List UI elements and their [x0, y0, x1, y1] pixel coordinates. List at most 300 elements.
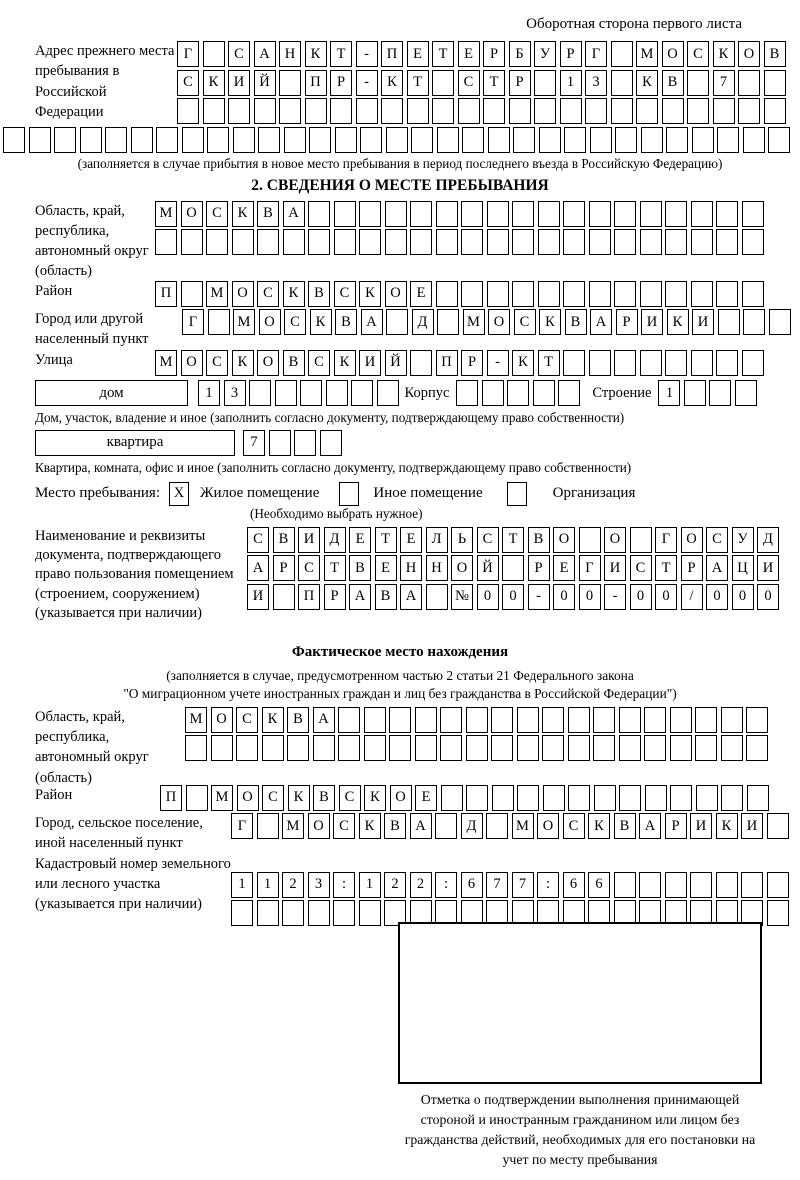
char-cell — [29, 127, 51, 153]
char-cell: С — [334, 281, 356, 307]
char-cell: О — [681, 527, 703, 553]
korpus-label: Корпус — [404, 385, 450, 401]
char-cell — [568, 785, 590, 811]
char-cell — [640, 281, 662, 307]
prev-address-row-2 — [177, 70, 786, 96]
char-cell: 1 — [231, 872, 253, 898]
actual-city-row — [231, 813, 789, 839]
char-cell — [611, 70, 633, 96]
stroenie-cells — [658, 380, 757, 406]
char-cell — [181, 229, 203, 255]
char-cell — [410, 201, 432, 227]
char-cell — [746, 707, 768, 733]
char-cell — [718, 309, 740, 335]
char-cell: В — [283, 350, 305, 376]
stroenie-label: Строение — [592, 385, 652, 401]
char-cell: О — [181, 201, 203, 227]
char-cell: К — [232, 201, 254, 227]
char-cell — [630, 527, 652, 553]
char-cell — [279, 98, 301, 124]
char-cell: Г — [231, 813, 253, 839]
char-cell — [614, 872, 636, 898]
district-row — [155, 281, 764, 307]
region-grid — [155, 201, 764, 258]
char-cell: Е — [375, 555, 397, 581]
char-cell: С — [284, 309, 306, 335]
char-cell — [432, 70, 454, 96]
char-cell — [466, 707, 488, 733]
char-cell — [614, 229, 636, 255]
char-cell — [721, 735, 743, 761]
region-row-1 — [155, 201, 764, 227]
char-cell: Т — [330, 41, 352, 67]
char-cell — [767, 900, 789, 926]
char-cell: С — [339, 785, 361, 811]
char-cell — [254, 98, 276, 124]
char-cell: К — [359, 281, 381, 307]
char-cell: Е — [553, 555, 575, 581]
char-cell — [185, 735, 207, 761]
char-cell: 1 — [359, 872, 381, 898]
char-cell: С — [687, 41, 709, 67]
char-cell — [335, 127, 357, 153]
char-cell — [590, 127, 612, 153]
char-cell — [300, 380, 322, 406]
char-cell — [461, 201, 483, 227]
char-cell — [716, 201, 738, 227]
char-cell — [670, 735, 692, 761]
char-cell: С — [630, 555, 652, 581]
char-cell: 7 — [243, 430, 265, 456]
char-cell: О — [232, 281, 254, 307]
char-cell — [767, 813, 789, 839]
char-cell — [308, 229, 330, 255]
char-cell — [330, 98, 352, 124]
char-cell — [636, 98, 658, 124]
char-cell: М — [282, 813, 304, 839]
char-cell: П — [305, 70, 327, 96]
char-cell: В — [375, 584, 397, 610]
char-cell — [483, 98, 505, 124]
char-cell: С — [514, 309, 536, 335]
char-cell — [359, 900, 381, 926]
char-cell: К — [305, 41, 327, 67]
char-cell — [665, 872, 687, 898]
char-cell — [228, 98, 250, 124]
char-cell — [492, 785, 514, 811]
document-row-2 — [247, 555, 779, 581]
char-cell — [589, 201, 611, 227]
char-cell — [670, 785, 692, 811]
char-cell: М — [636, 41, 658, 67]
char-cell — [257, 229, 279, 255]
char-cell — [386, 309, 408, 335]
char-cell — [563, 229, 585, 255]
char-cell — [351, 380, 373, 406]
char-cell: Г — [585, 41, 607, 67]
char-cell — [507, 380, 529, 406]
char-cell — [690, 872, 712, 898]
char-cell — [456, 380, 478, 406]
char-cell: О — [537, 813, 559, 839]
char-cell: А — [590, 309, 612, 335]
char-cell: И — [247, 584, 269, 610]
char-cell — [236, 735, 258, 761]
house-cells — [198, 380, 399, 406]
char-cell: Н — [426, 555, 448, 581]
char-cell: Р — [665, 813, 687, 839]
char-cell — [585, 98, 607, 124]
char-cell — [491, 735, 513, 761]
char-cell: К — [588, 813, 610, 839]
actual-region-row-2 — [185, 735, 768, 761]
char-cell — [768, 127, 790, 153]
char-cell — [389, 735, 411, 761]
char-cell — [275, 380, 297, 406]
char-cell — [742, 350, 764, 376]
char-cell: П — [298, 584, 320, 610]
actual-region-label: Область, край, республика, автономный округ (область) — [35, 708, 149, 786]
char-cell — [437, 309, 459, 335]
char-cell: К — [232, 350, 254, 376]
char-cell: Т — [483, 70, 505, 96]
char-cell: В — [313, 785, 335, 811]
char-cell — [764, 98, 786, 124]
char-cell — [487, 201, 509, 227]
char-cell: Н — [279, 41, 301, 67]
char-cell — [186, 785, 208, 811]
char-cell — [696, 785, 718, 811]
char-cell — [684, 380, 706, 406]
char-cell: - — [604, 584, 626, 610]
char-cell — [593, 707, 615, 733]
char-cell: И — [298, 527, 320, 553]
prev-address-row-1 — [177, 41, 786, 67]
char-cell — [721, 707, 743, 733]
actual-city-label: Город, сельское поселение, иной населенный пункт — [35, 815, 203, 852]
char-cell: 3 — [224, 380, 246, 406]
char-cell — [320, 430, 342, 456]
char-cell — [543, 785, 565, 811]
char-cell — [359, 229, 381, 255]
char-cell: О — [259, 309, 281, 335]
document-grid — [247, 527, 779, 613]
char-cell — [742, 201, 764, 227]
char-cell — [691, 350, 713, 376]
char-cell — [482, 380, 504, 406]
char-cell — [386, 127, 408, 153]
prev-address-grid — [177, 41, 786, 127]
char-cell — [534, 70, 556, 96]
char-cell: - — [528, 584, 550, 610]
char-cell — [262, 735, 284, 761]
char-cell: 0 — [732, 584, 754, 610]
document-row-1 — [247, 527, 779, 553]
char-cell — [440, 707, 462, 733]
char-cell — [426, 584, 448, 610]
char-cell: А — [400, 584, 422, 610]
char-cell — [665, 201, 687, 227]
char-cell — [764, 70, 786, 96]
actual-district-row — [160, 785, 769, 811]
char-cell — [461, 229, 483, 255]
char-cell — [614, 350, 636, 376]
char-cell — [568, 707, 590, 733]
char-cell — [614, 201, 636, 227]
char-cell: И — [692, 309, 714, 335]
char-cell: О — [237, 785, 259, 811]
char-cell: С — [706, 527, 728, 553]
char-cell — [287, 735, 309, 761]
char-cell — [279, 70, 301, 96]
char-cell — [687, 70, 709, 96]
char-cell — [639, 872, 661, 898]
char-cell: И — [228, 70, 250, 96]
char-cell — [435, 813, 457, 839]
cadastral-label: Кадастровый номер земельного или лесного участка (указывается при наличии) — [35, 855, 231, 913]
char-cell — [716, 350, 738, 376]
char-cell: С — [458, 70, 480, 96]
char-cell: 1 — [257, 872, 279, 898]
document-row-3 — [247, 584, 779, 610]
char-cell: М — [155, 201, 177, 227]
prev-address-note: (заполняется в случае прибытия в новое место пребывания в период последнего въезда в Российскую Федерацию) — [77, 156, 723, 171]
char-cell: П — [436, 350, 458, 376]
char-cell — [182, 127, 204, 153]
char-cell — [665, 229, 687, 255]
char-cell: : — [435, 872, 457, 898]
char-cell — [517, 735, 539, 761]
char-cell: С — [177, 70, 199, 96]
char-cell — [742, 281, 764, 307]
char-cell — [579, 527, 601, 553]
char-cell — [257, 813, 279, 839]
char-cell — [769, 309, 791, 335]
char-cell: С — [308, 350, 330, 376]
actual-region-grid — [185, 707, 768, 764]
char-cell: О — [488, 309, 510, 335]
char-cell: И — [757, 555, 779, 581]
char-cell: К — [667, 309, 689, 335]
char-cell — [360, 127, 382, 153]
prev-address-label: Адрес прежнего места пребывания в Российской Федерации — [35, 43, 175, 120]
char-cell — [517, 707, 539, 733]
char-cell: М — [233, 309, 255, 335]
stay-option-organization-label: Организация — [552, 485, 636, 502]
char-cell: Д — [461, 813, 483, 839]
char-cell: Е — [400, 527, 422, 553]
char-cell — [308, 900, 330, 926]
char-cell: Й — [477, 555, 499, 581]
char-cell — [641, 127, 663, 153]
char-cell — [713, 98, 735, 124]
char-cell — [691, 201, 713, 227]
char-cell — [747, 785, 769, 811]
char-cell — [640, 201, 662, 227]
stay-type-note: (Необходимо выбрать нужное) — [250, 505, 423, 521]
actual-district-label: Район — [35, 786, 73, 803]
char-cell — [440, 735, 462, 761]
char-cell: В — [287, 707, 309, 733]
char-cell: В — [273, 527, 295, 553]
char-cell: 2 — [410, 872, 432, 898]
stay-option-residential-checkbox: X — [169, 482, 189, 506]
char-cell: Р — [483, 41, 505, 67]
char-cell: Р — [560, 41, 582, 67]
char-cell — [619, 735, 641, 761]
char-cell: М — [155, 350, 177, 376]
char-cell — [691, 281, 713, 307]
char-cell: М — [185, 707, 207, 733]
char-cell — [645, 785, 667, 811]
char-cell: Е — [407, 41, 429, 67]
char-cell: В — [349, 555, 371, 581]
char-cell — [767, 872, 789, 898]
char-cell — [502, 555, 524, 581]
stay-option-residential-label: Жилое помещение — [200, 485, 320, 502]
char-cell — [558, 380, 580, 406]
char-cell — [589, 281, 611, 307]
char-cell: 6 — [588, 872, 610, 898]
char-cell — [640, 229, 662, 255]
char-cell — [458, 98, 480, 124]
apartment-block — [35, 430, 800, 456]
char-cell — [692, 127, 714, 153]
char-cell: Л — [426, 527, 448, 553]
char-cell: 3 — [308, 872, 330, 898]
char-cell: 2 — [282, 872, 304, 898]
char-cell — [233, 127, 255, 153]
char-cell: С — [247, 527, 269, 553]
char-cell: С — [333, 813, 355, 839]
char-cell: Р — [616, 309, 638, 335]
char-cell — [203, 98, 225, 124]
char-cell: К — [310, 309, 332, 335]
char-cell — [611, 41, 633, 67]
stamp-box — [398, 922, 762, 1084]
char-cell: С — [257, 281, 279, 307]
stamp-area — [398, 922, 762, 1170]
char-cell: В — [764, 41, 786, 67]
char-cell: В — [614, 813, 636, 839]
char-cell — [488, 127, 510, 153]
char-cell — [155, 229, 177, 255]
char-cell: О — [390, 785, 412, 811]
char-cell — [385, 201, 407, 227]
char-cell: : — [537, 872, 559, 898]
char-cell: Р — [528, 555, 550, 581]
korpus-cells — [456, 380, 580, 406]
char-cell: С — [563, 813, 585, 839]
district-block — [35, 281, 800, 310]
char-cell — [589, 350, 611, 376]
char-cell — [513, 127, 535, 153]
char-cell — [411, 127, 433, 153]
char-cell — [410, 229, 432, 255]
char-cell — [249, 380, 271, 406]
char-cell — [294, 430, 316, 456]
document-label: Наименование и реквизиты документа, подтверждающего право пользования помещением (строением, сооружением) (указывается при наличии) — [35, 527, 234, 621]
char-cell: О — [308, 813, 330, 839]
char-cell — [257, 900, 279, 926]
char-cell — [644, 707, 666, 733]
char-cell: К — [636, 70, 658, 96]
char-cell: О — [604, 527, 626, 553]
char-cell — [542, 735, 564, 761]
char-cell — [717, 127, 739, 153]
apartment-caption: Квартира, комната, офис и иное (заполнить согласно документу, подтверждающему право собственности) — [35, 459, 632, 475]
char-cell — [743, 127, 765, 153]
prev-address-row-4 — [3, 127, 800, 153]
char-cell: Т — [538, 350, 560, 376]
char-cell — [359, 201, 381, 227]
char-cell — [338, 735, 360, 761]
char-cell: 0 — [655, 584, 677, 610]
char-cell — [258, 127, 280, 153]
char-cell — [512, 201, 534, 227]
actual-region-row-1 — [185, 707, 768, 733]
stamp-caption: Отметка о подтверждении выполнения принимающей стороной и иностранным гражданином или лицом без гражданства действий, необходимых для его постановки на учет по месту пребывания — [404, 1092, 756, 1167]
char-cell: 1 — [198, 380, 220, 406]
char-cell — [665, 281, 687, 307]
actual-location-note-2: "О миграционном учете иностранных граждан и лиц без гражданства в Российской Федерации") — [123, 685, 677, 701]
char-cell: И — [741, 813, 763, 839]
char-cell: С — [206, 201, 228, 227]
char-cell — [206, 229, 228, 255]
char-cell: Е — [458, 41, 480, 67]
char-cell — [665, 350, 687, 376]
stay-option-other-checkbox — [339, 482, 359, 506]
char-cell — [517, 785, 539, 811]
char-cell — [436, 281, 458, 307]
char-cell — [533, 380, 555, 406]
char-cell — [80, 127, 102, 153]
page-corner-title: Оборотная сторона первого листа — [526, 16, 742, 32]
char-cell: О — [211, 707, 233, 733]
char-cell — [232, 229, 254, 255]
char-cell — [716, 872, 738, 898]
char-cell: О — [385, 281, 407, 307]
city-row — [182, 309, 791, 335]
char-cell: В — [565, 309, 587, 335]
char-cell — [486, 813, 508, 839]
prev-address-block — [35, 41, 800, 127]
char-cell: И — [359, 350, 381, 376]
char-cell — [273, 584, 295, 610]
char-cell: А — [254, 41, 276, 67]
char-cell: Е — [415, 785, 437, 811]
char-cell: К — [716, 813, 738, 839]
char-cell: И — [604, 555, 626, 581]
char-cell: - — [487, 350, 509, 376]
char-cell: 0 — [579, 584, 601, 610]
region-label: Область, край, республика, автономный округ (область) — [35, 202, 149, 280]
char-cell — [338, 707, 360, 733]
char-cell: 7 — [486, 872, 508, 898]
char-cell — [326, 380, 348, 406]
char-cell — [313, 735, 335, 761]
stay-type-block — [35, 482, 800, 506]
char-cell — [534, 98, 556, 124]
char-cell — [542, 707, 564, 733]
char-cell: В — [335, 309, 357, 335]
char-cell: Р — [273, 555, 295, 581]
district-label: Район — [35, 282, 73, 299]
house-box-label: дом — [35, 380, 188, 406]
char-cell: К — [334, 350, 356, 376]
char-cell — [385, 229, 407, 255]
char-cell — [619, 785, 641, 811]
